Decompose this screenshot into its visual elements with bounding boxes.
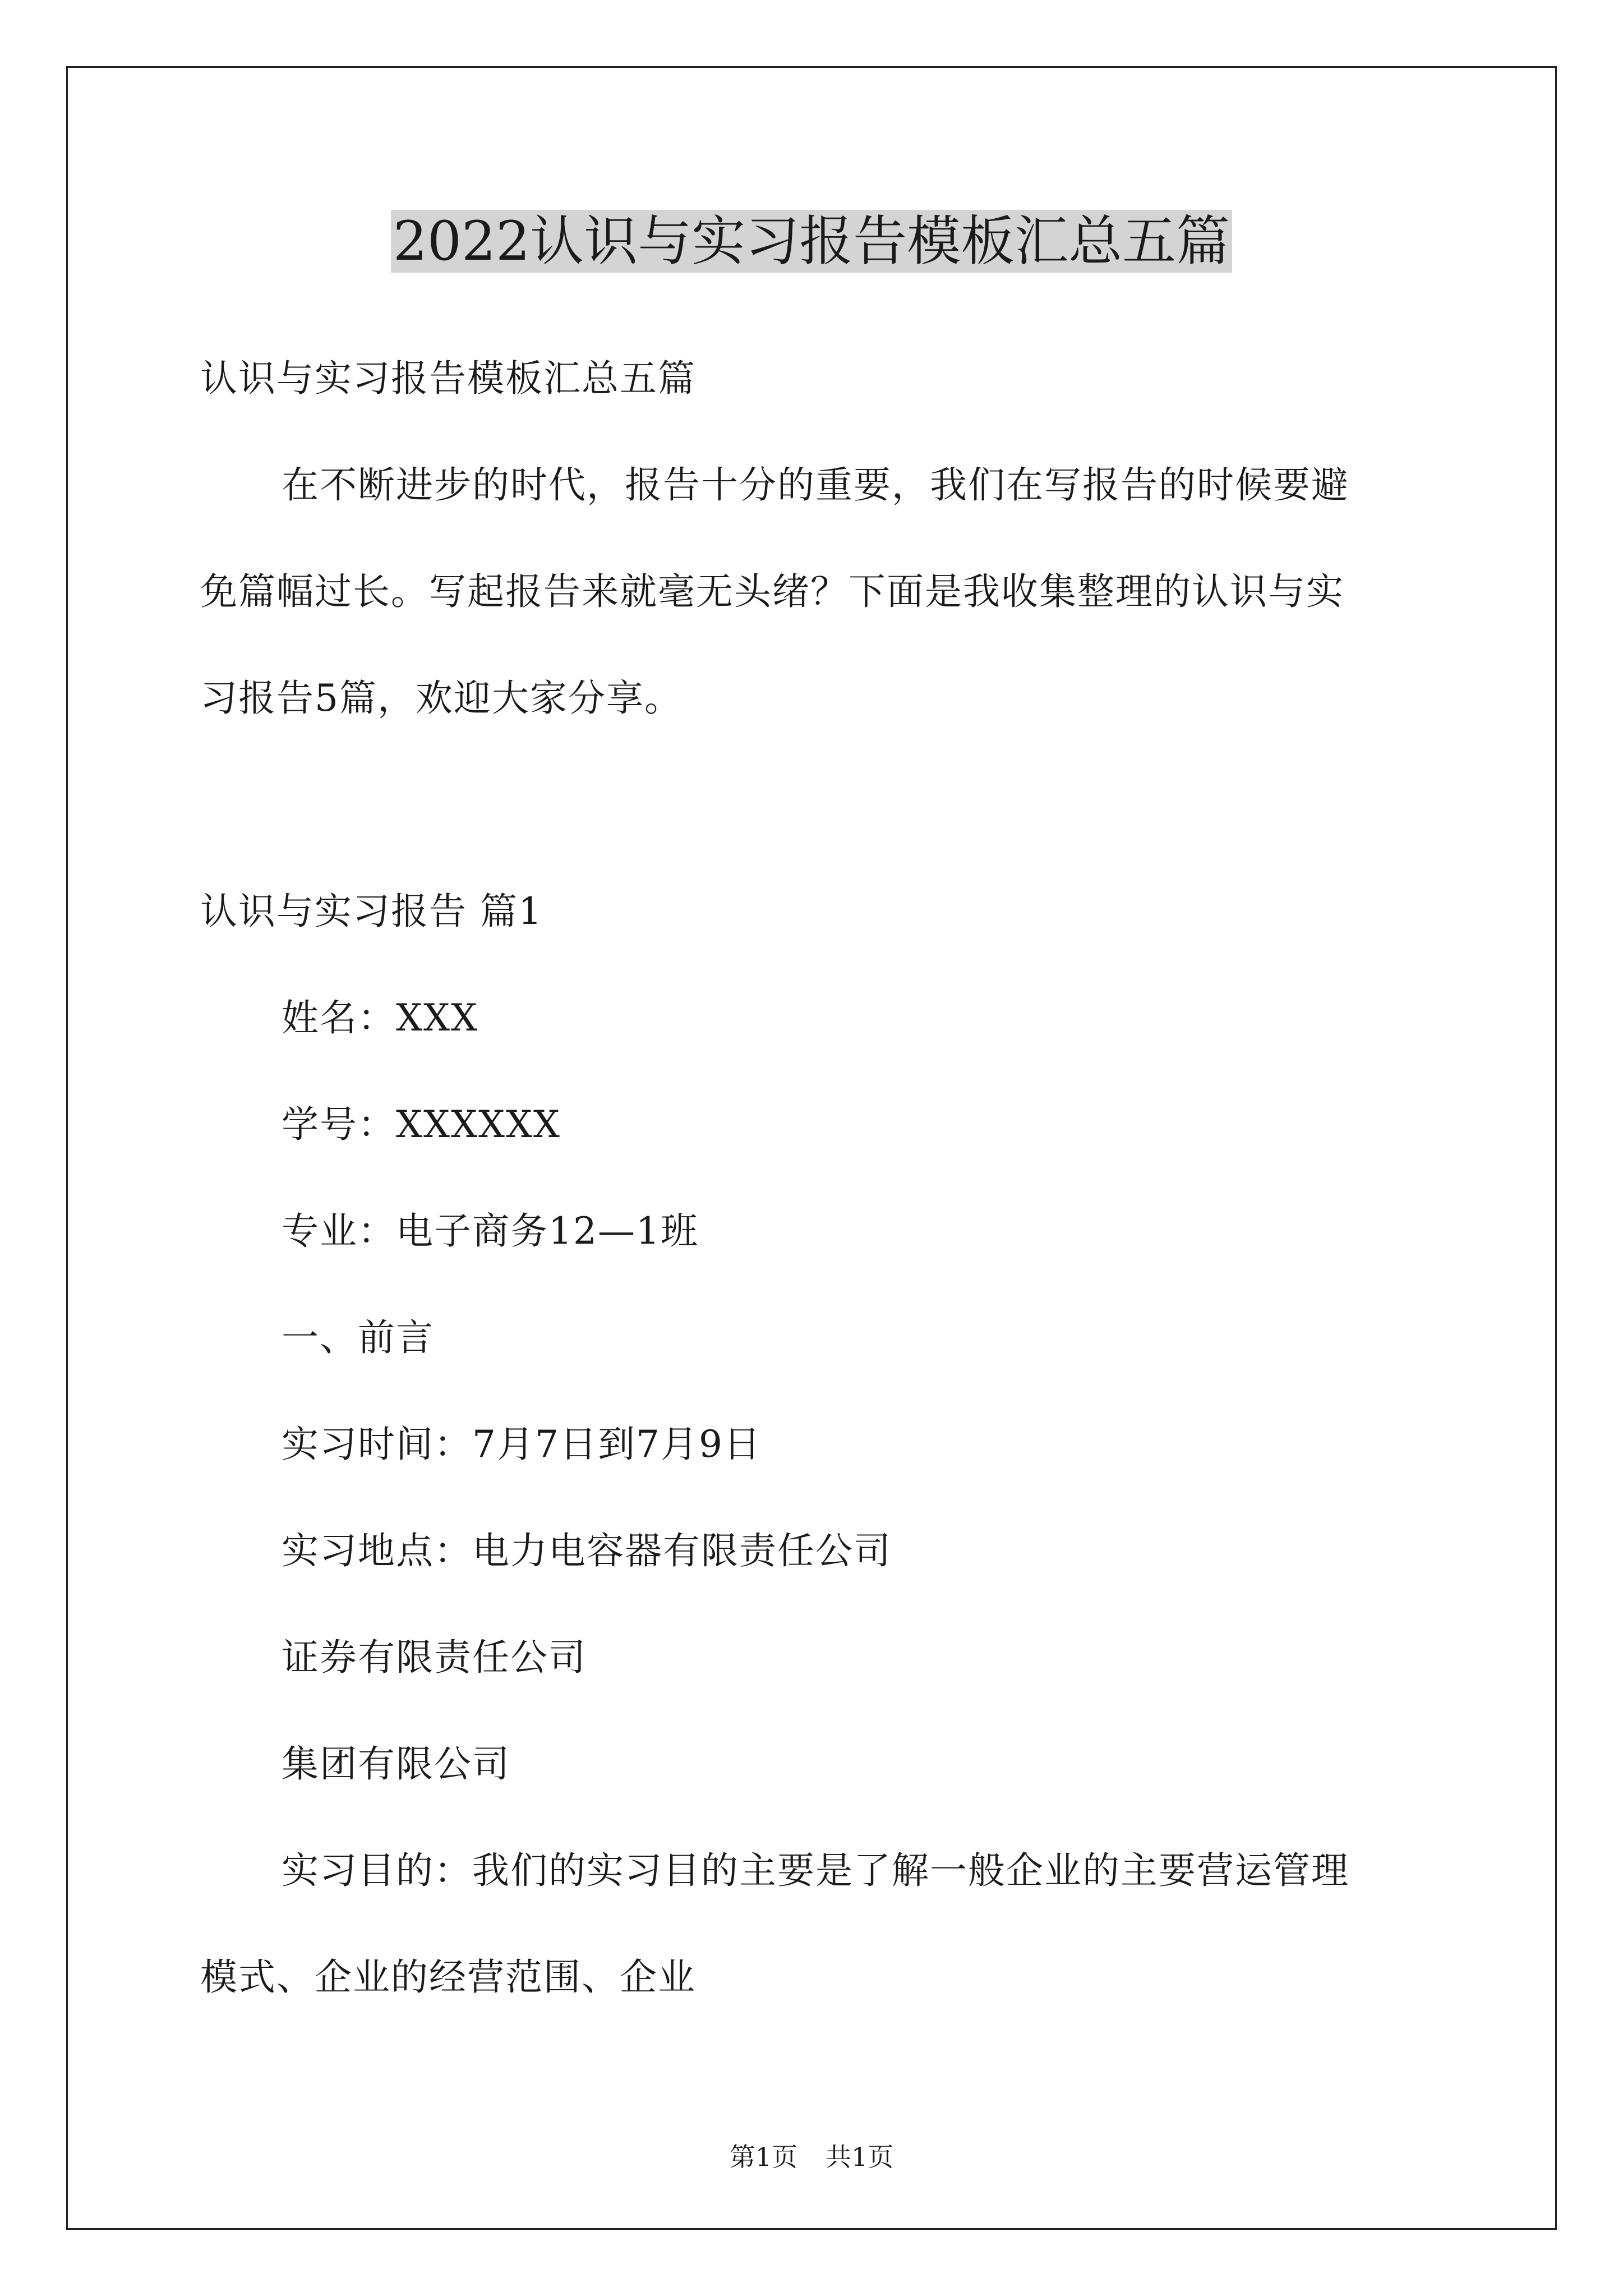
paragraph-line: 一、前言	[282, 1316, 434, 1359]
paragraph-line: 证券有限责任公司	[282, 1636, 587, 1679]
document-body	[200, 342, 1434, 2047]
paragraph-line: 实习目的：我们的实习目的主要是了解一般企业的主要营运管理	[282, 1849, 1349, 1892]
paragraph-line: 习报告5篇，欢迎大家分享。	[200, 677, 683, 720]
paragraph-line: 实习地点：电力电容器有限责任公司	[282, 1529, 892, 1572]
page-total: 共1页	[826, 2142, 894, 2172]
paragraph-line: 学号：XXXXXX	[282, 1103, 561, 1146]
page-footer	[0, 2140, 1623, 2174]
paragraph-line: 集团有限公司	[282, 1742, 510, 1786]
document-title	[0, 205, 1623, 278]
paragraph-line: 专业：电子商务12—1班	[282, 1209, 699, 1253]
paragraph-line: 实习时间：7月7日到7月9日	[282, 1423, 762, 1466]
paragraph-line: 在不断进步的时代，报告十分的重要，我们在写报告的时候要避	[282, 463, 1349, 507]
blank-line	[200, 769, 1434, 875]
paragraph-line: 认识与实习报告 篇1	[200, 890, 543, 933]
paragraph-line: 免篇幅过长。写起报告来就毫无头绪？下面是我收集整理的认识与实	[200, 570, 1344, 613]
paragraph-line: 认识与实习报告模板汇总五篇	[200, 357, 696, 400]
paragraph-line: 模式、企业的经营范围、企业	[200, 1955, 696, 1999]
paragraph-line: 姓名：XXX	[282, 996, 478, 1039]
document-title-text: 2022认识与实习报告模板汇总五篇	[391, 210, 1232, 273]
page-number: 第1页	[729, 2142, 797, 2172]
